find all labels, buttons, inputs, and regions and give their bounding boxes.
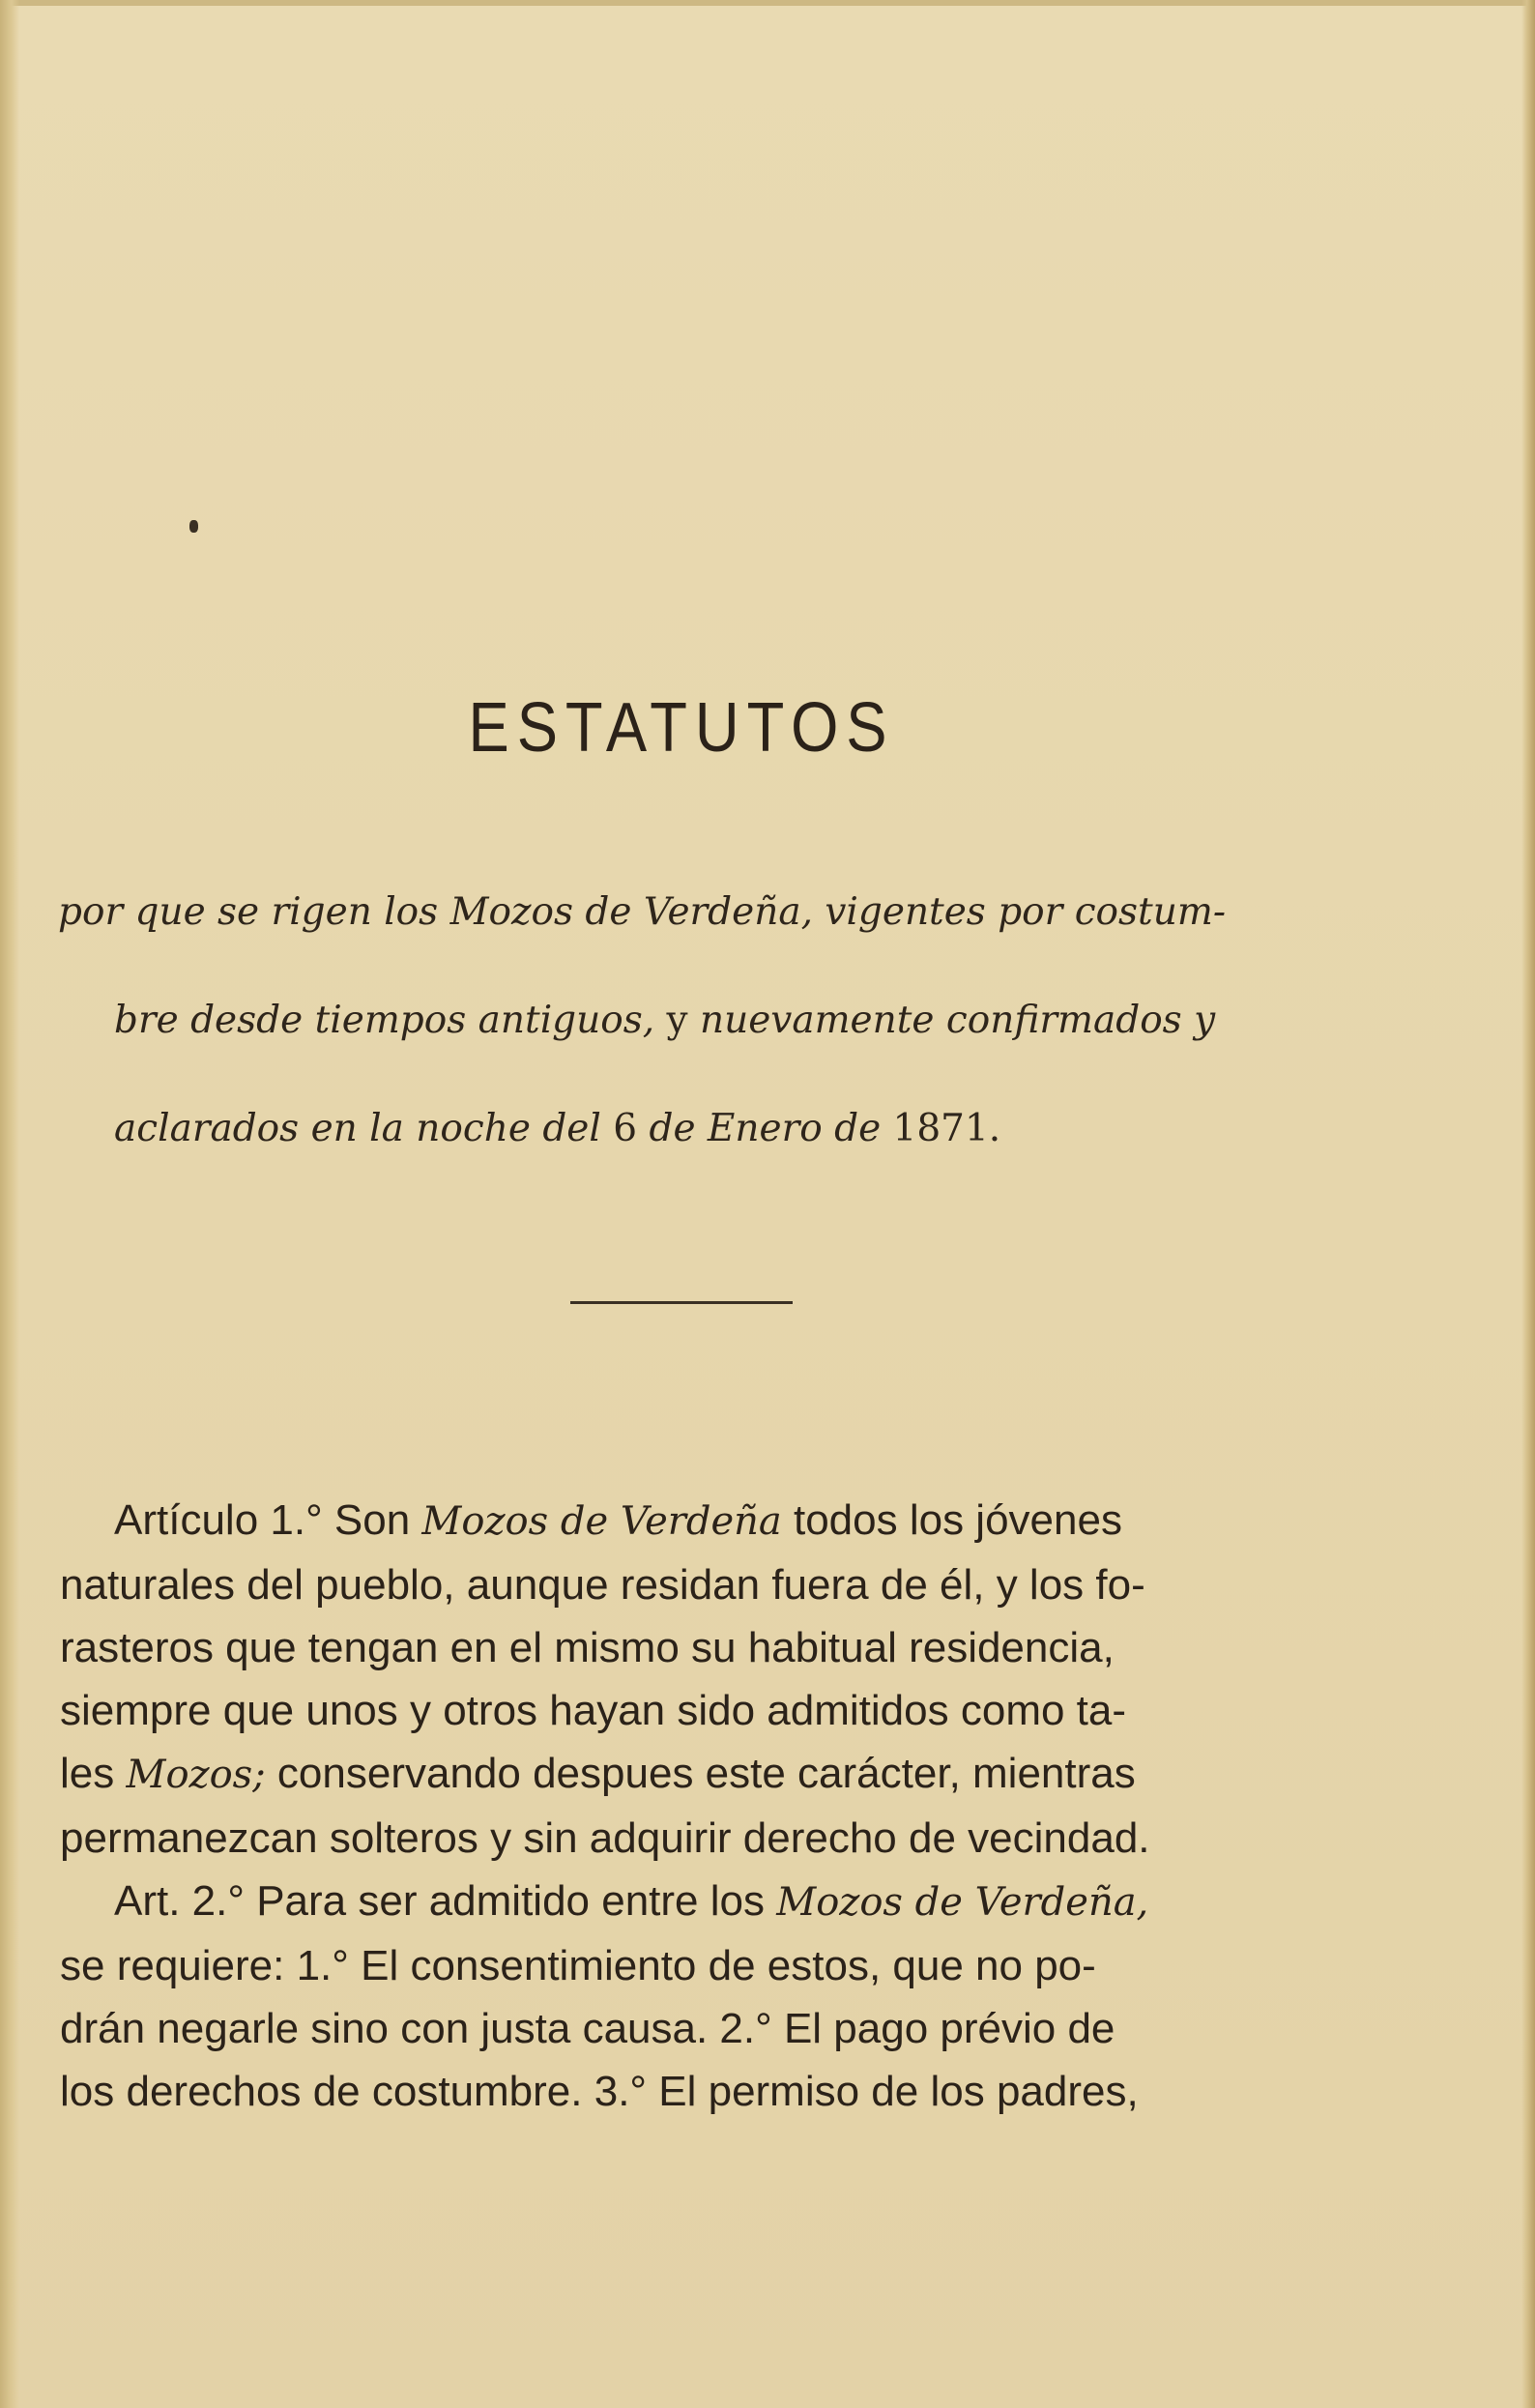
body-line-2: naturales del pueblo, aunque residan fuera de él, y los fo- xyxy=(60,1561,1145,1609)
divider-rule xyxy=(570,1301,793,1304)
article-body xyxy=(60,1489,1317,2123)
subtitle-text: 6 xyxy=(613,1107,638,1150)
body-text: Art. 2.° Para ser admitido entre los xyxy=(114,1877,777,1925)
body-text: todos los jóvenes xyxy=(781,1496,1122,1544)
subtitle-text: de Enero de xyxy=(637,1107,893,1150)
subtitle-line-3 xyxy=(58,1075,1315,1183)
page-right-edge xyxy=(1521,0,1535,2408)
body-line-7 xyxy=(60,1870,1317,1934)
body-text-italic: Mozos; xyxy=(126,1753,266,1797)
body-line-6: permanezcan solteros y sin adquirir derecho de vecindad. xyxy=(60,1814,1150,1862)
body-line-8: se requiere: 1.° El consentimiento de estos, que no po- xyxy=(60,1942,1096,1989)
subtitle-line-1 xyxy=(58,858,1315,967)
subtitle-text: nuevamente confirmados y xyxy=(699,999,1216,1042)
body-line-4: siempre que unos y otros hayan sido admitidos como ta- xyxy=(60,1687,1127,1734)
body-text-italic: Mozos de Verdeña xyxy=(421,1499,782,1544)
body-text: conservando despues este carácter, mientras xyxy=(265,1750,1136,1797)
body-line-1 xyxy=(60,1489,1317,1553)
body-text: les xyxy=(60,1750,127,1797)
subtitle-text: aclarados en la noche del xyxy=(114,1107,614,1150)
page-left-edge xyxy=(0,0,19,2408)
body-line-3: rasteros que tengan en el mismo su habitual residencia, xyxy=(60,1624,1115,1671)
body-line-5 xyxy=(60,1742,1317,1807)
subtitle-text: y xyxy=(654,999,700,1042)
body-text-italic: Mozos de Verdeña, xyxy=(776,1880,1149,1925)
page-title: ESTATUTOS xyxy=(468,689,895,767)
body-line-9: drán negarle sino con justa causa. 2.° El pago prévio de xyxy=(60,2005,1115,2052)
page-top-edge xyxy=(0,0,1535,6)
ink-mark xyxy=(189,520,198,533)
body-line-10: los derechos de costumbre. 3.° El permiso de los padres, xyxy=(60,2068,1139,2115)
subtitle-line-2 xyxy=(58,967,1315,1075)
subtitle xyxy=(58,858,1315,1183)
subtitle-text: por que se rigen los Mozos de Verdeña, vigentes por costum- xyxy=(58,890,1226,934)
body-text: Artículo 1.° Son xyxy=(114,1496,422,1544)
subtitle-text: bre desde tiempos antiguos, xyxy=(114,999,655,1042)
subtitle-text: 1871. xyxy=(892,1107,1001,1150)
